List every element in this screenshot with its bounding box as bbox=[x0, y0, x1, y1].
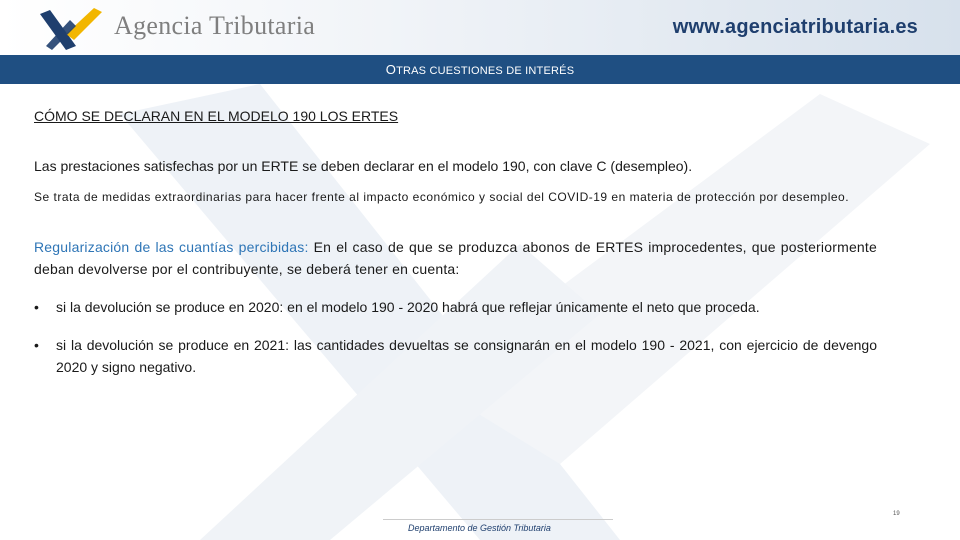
footer-department: Departamento de Gestión Tributaria bbox=[408, 523, 551, 533]
list-item-text: si la devolución se produce en 2020: en el modelo 190 - 2020 habrá que reflejar únicamente el neto que proceda. bbox=[56, 299, 760, 315]
regularization-text: En el caso de que se produzca abonos de ERTES improcedentes, que posteriormente deban devolverse por el contribuyente, se deberá tener en cuenta: bbox=[34, 239, 877, 277]
brand-name: Agencia Tributaria bbox=[114, 11, 316, 40]
list-item bbox=[34, 334, 877, 378]
footer-divider bbox=[383, 519, 613, 520]
section-title-initial: O bbox=[385, 62, 397, 77]
page-heading: CÓMO SE DECLARAN EN EL MODELO 190 LOS ERTES bbox=[34, 108, 399, 124]
bullet-list bbox=[34, 296, 877, 378]
section-title bbox=[0, 62, 960, 77]
bullet-marker: • bbox=[34, 337, 39, 353]
agencia-tributaria-logo bbox=[36, 6, 104, 50]
list-item bbox=[34, 296, 877, 318]
regularization-label: Regularización de las cuantías percibidas: bbox=[34, 239, 309, 255]
main-content bbox=[34, 108, 877, 378]
paragraph-context: Se trata de medidas extraordinarias para hacer frente al impacto económico y social del COVID-19 en materia de protección por desempleo. bbox=[34, 190, 850, 204]
bullet-marker: • bbox=[34, 299, 39, 315]
paragraph-regularization bbox=[34, 236, 877, 280]
page-number: 19 bbox=[893, 511, 900, 517]
list-item-text: si la devolución se produce en 2021: las cantidades devueltas se consignarán en el modelo 190 - 2021, con ejercicio de devengo 2020 y signo negativo. bbox=[56, 337, 877, 375]
section-title-rest: TRAS CUESTIONES DE INTERÉS bbox=[396, 65, 575, 77]
website-url[interactable]: www.agenciatributaria.es bbox=[672, 16, 918, 38]
paragraph-main-statement: Las prestaciones satisfechas por un ERTE se deben declarar en el modelo 190, con clave C (desempleo). bbox=[34, 158, 693, 174]
